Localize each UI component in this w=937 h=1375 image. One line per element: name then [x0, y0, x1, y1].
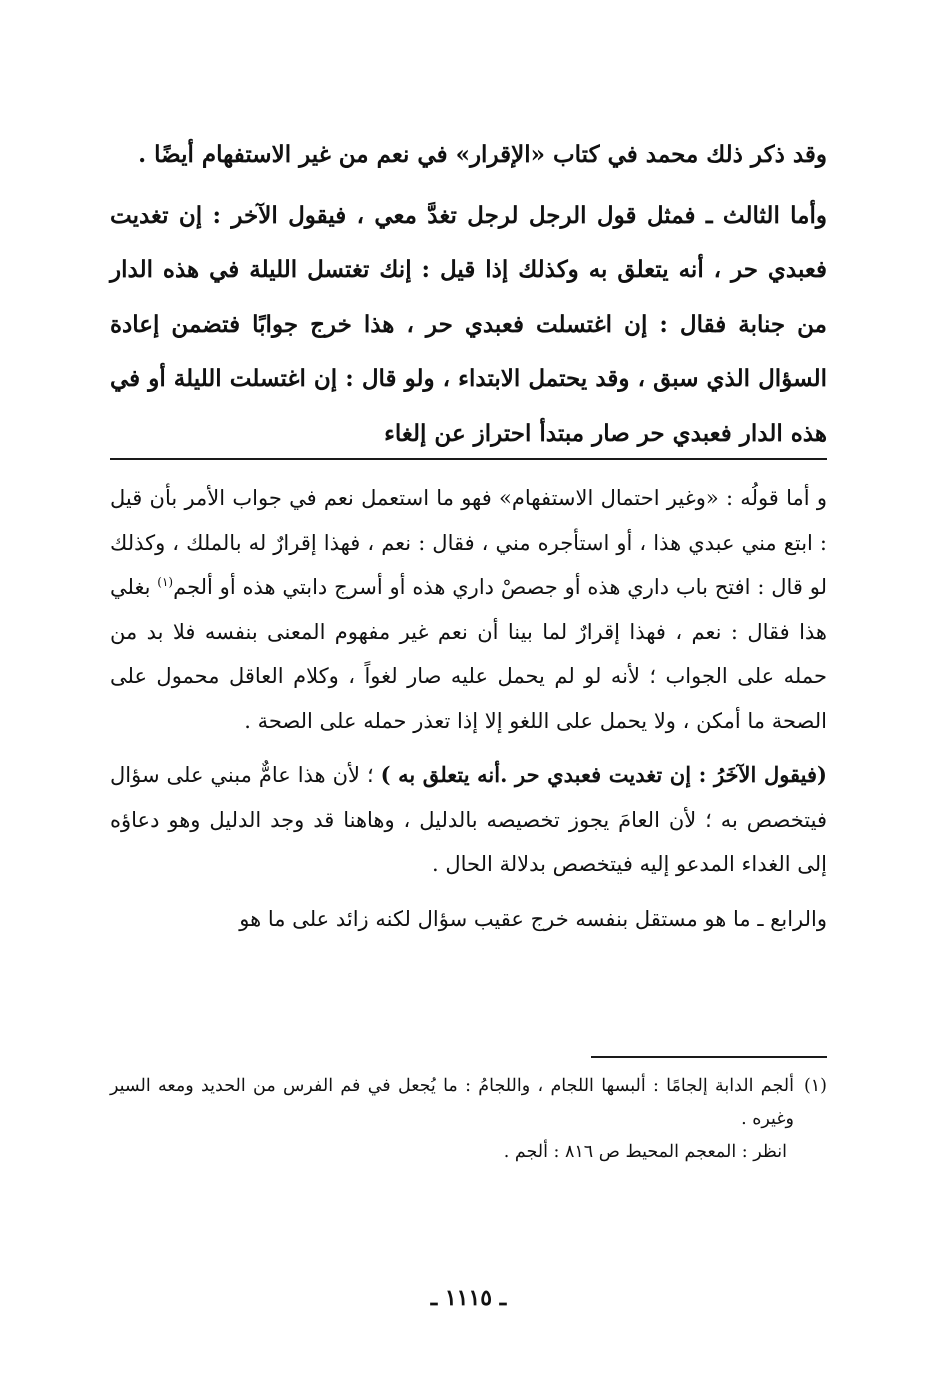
main-paragraph-2: وأما الثالث ـ فمثل قول الرجل لرجل تغدَّ معي ، فيقول الآخر : إن تغديت فعبدي حر ، أنه يتعلق به وكذلك إذا قيل : إنك تغتسل الليلة في هذه الدار من جنابة فقال : إن اغتسلت فعبدي حر ، هذا خرج جوابًا فتضمن إعادة السؤال الذي سبق ، وقد يحتمل الابتداء ، ولو قال : إن اغتسلت الليلة أو في هذه الدار فعبدي حر صار مبتدأ احتراز عن إلغاء	[110, 201, 827, 447]
footnote-reference: انظر : المعجم المحيط ص ٨١٦ : ألجم .	[503, 1142, 787, 1162]
main-paragraph-1: وقد ذكر ذلك محمد في كتاب «الإقرار» في نعم من غير الاستفهام أيضًا .	[138, 141, 827, 168]
page-number: ـ ١١١٥ ـ	[430, 1285, 507, 1311]
commentary	[110, 476, 827, 941]
footnote-marker: (١)	[803, 1076, 827, 1096]
commentary-text: ؛ لأن هذا عامٌّ مبني على سؤال فيتخصص به ؛ لأن العامَ يجوز تخصيصه بالدليل ، وهاهنا قد وجد الدليل وهو دعاؤه إلى الغداء المدعو إليه فيتخصص بدلالة الحال .	[110, 763, 827, 876]
commentary-paragraph-1	[110, 476, 827, 743]
commentary-text: بغلي هذا فقال : نعم ، فهذا إقرارٌ لما بينا أن نعم غير مفهوم المعنى بنفسه فلا بد من حمله على الجواب ؛ لأنه لو لم يحمل عليه صار لغواً ، وكلام العاقل محمول على الصحة ما أمكن ، ولا يحمل على اللغو إلا إذا تعذر حمله على الصحة .	[110, 575, 827, 733]
commentary-paragraph-2	[110, 753, 827, 887]
text-commentary-divider	[110, 458, 827, 460]
footnote-reference-marker: (١)	[157, 575, 174, 589]
footnotes	[110, 1070, 827, 1169]
footnote-1	[110, 1070, 827, 1136]
commentary-text: و أما قولُه : «وغير احتمال الاستفهام» فهو ما استعمل نعم في جواب الأمر بأن قيل : ابتع مني عبدي هذا ، أو استأجره مني ، فقال : نعم ، فهذا إقرارٌ له بالملك ، وكذلك لو قال : افتح باب داري هذه أو جصصْ داري هذه أو أسرج دابتي هذه أو ألجم	[110, 486, 828, 599]
footnote-text: ألجم الدابة إلجامًا : ألبسها اللجام ، واللجامُ : ما يُجعل في فم الفرس من الحديد ومعه السير وغيره .	[110, 1076, 794, 1129]
main-text	[110, 128, 827, 461]
footnote-divider	[591, 1056, 827, 1058]
quoted-main-text: (فيقول الآخَرُ : إن تغديت فعبدي حر .أنه يتعلق به )	[380, 762, 827, 787]
commentary-paragraph-3: والرابع ـ ما هو مستقل بنفسه خرج عقيب سؤال لكنه زائد على ما هو	[239, 906, 827, 931]
